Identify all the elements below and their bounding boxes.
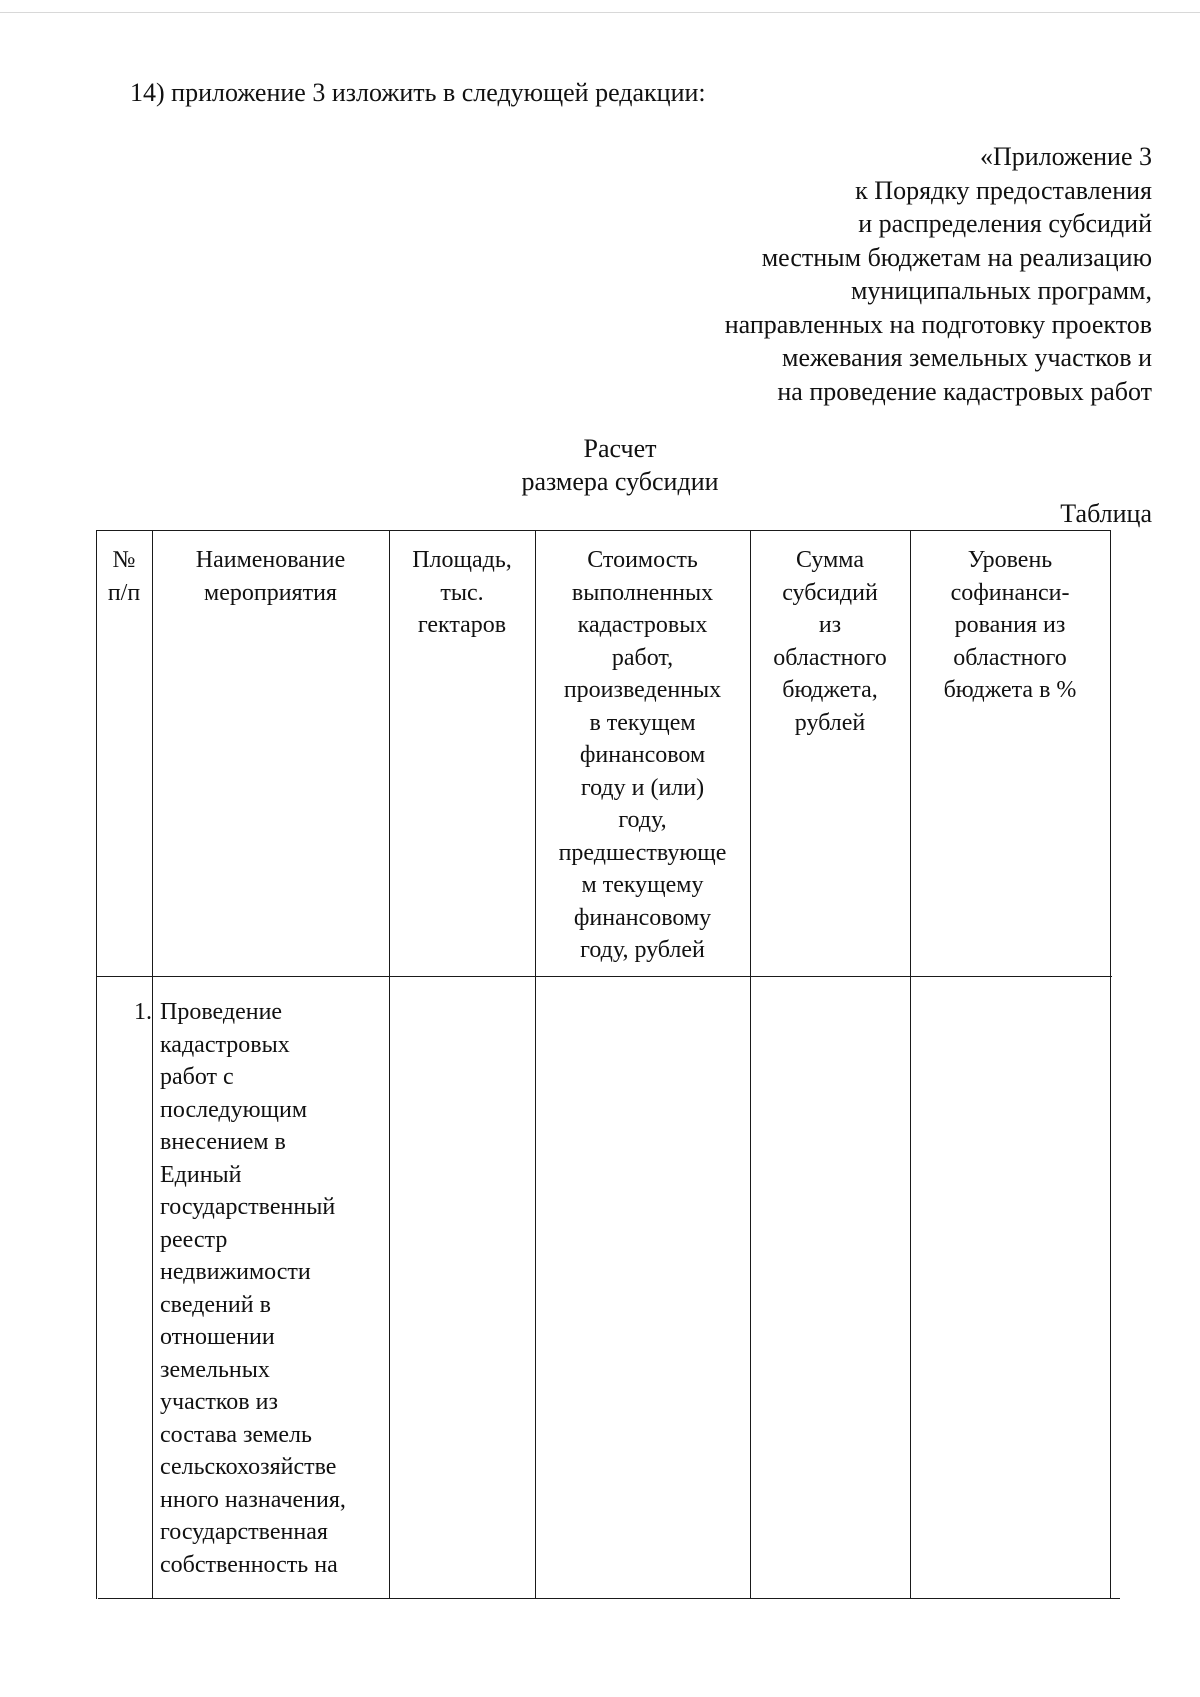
table-left-border: [96, 530, 97, 1599]
table-right-border: [1110, 530, 1111, 1599]
calculation-title-line-1: Расчет: [583, 434, 657, 463]
appendix-header-line: к Порядку предоставления: [855, 175, 1152, 205]
table-label: Таблица: [1060, 499, 1152, 528]
amendment-line: 14) приложение 3 изложить в следующей редакции:: [130, 78, 706, 107]
calculation-title-line-2: размера субсидии: [521, 467, 719, 496]
calculation-title: [0, 432, 1200, 498]
header-cell-subsidy: Сумма субсидий из областного бюджета, рублей: [773, 547, 887, 736]
appendix-header-line: местным бюджетам на реализацию: [761, 242, 1152, 272]
appendix-header-line: на проведение кадастровых работ: [777, 376, 1152, 406]
scan-top-edge: [0, 12, 1200, 13]
header-cell-number: № п/п: [107, 547, 141, 606]
appendix-header-line: муниципальных программ,: [850, 276, 1152, 305]
column-divider: [152, 530, 153, 1599]
table-top-border: [96, 530, 1110, 531]
appendix-header-line: направленных на подготовку проектов: [724, 309, 1152, 339]
column-divider: [389, 530, 390, 1599]
appendix-header-line: и распределения субсидий: [858, 209, 1152, 238]
header-cell-cofinancing: Уровень софинанси- рования из областного бюджета в %: [943, 547, 1077, 703]
table-header-separator: [96, 976, 1112, 977]
appendix-header-line: межевания земельных участков и: [782, 343, 1152, 372]
header-cell-name: Наименование мероприятия: [195, 547, 346, 606]
appendix-header: [725, 140, 1152, 408]
row-number: 1.: [134, 999, 152, 1025]
appendix-header-line: «Приложение 3: [979, 142, 1152, 171]
header-cell-area: Площадь, тыс. гектаров: [412, 547, 512, 638]
header-cell-cost: Стоимость выполненных кадастровых работ, произведенных в текущем финансовом году и (или) году, предшествующе м текущему финансовому году, рублей: [558, 547, 727, 963]
table-bottom-border: [98, 1598, 1120, 1599]
row-name: Проведение кадастровых работ с последующим внесением в Единый государственный реестр недвижимости сведений в отношении земельных участков из состава земель сельскохозяйстве нного назначения, государственная собственность на: [160, 999, 346, 1578]
